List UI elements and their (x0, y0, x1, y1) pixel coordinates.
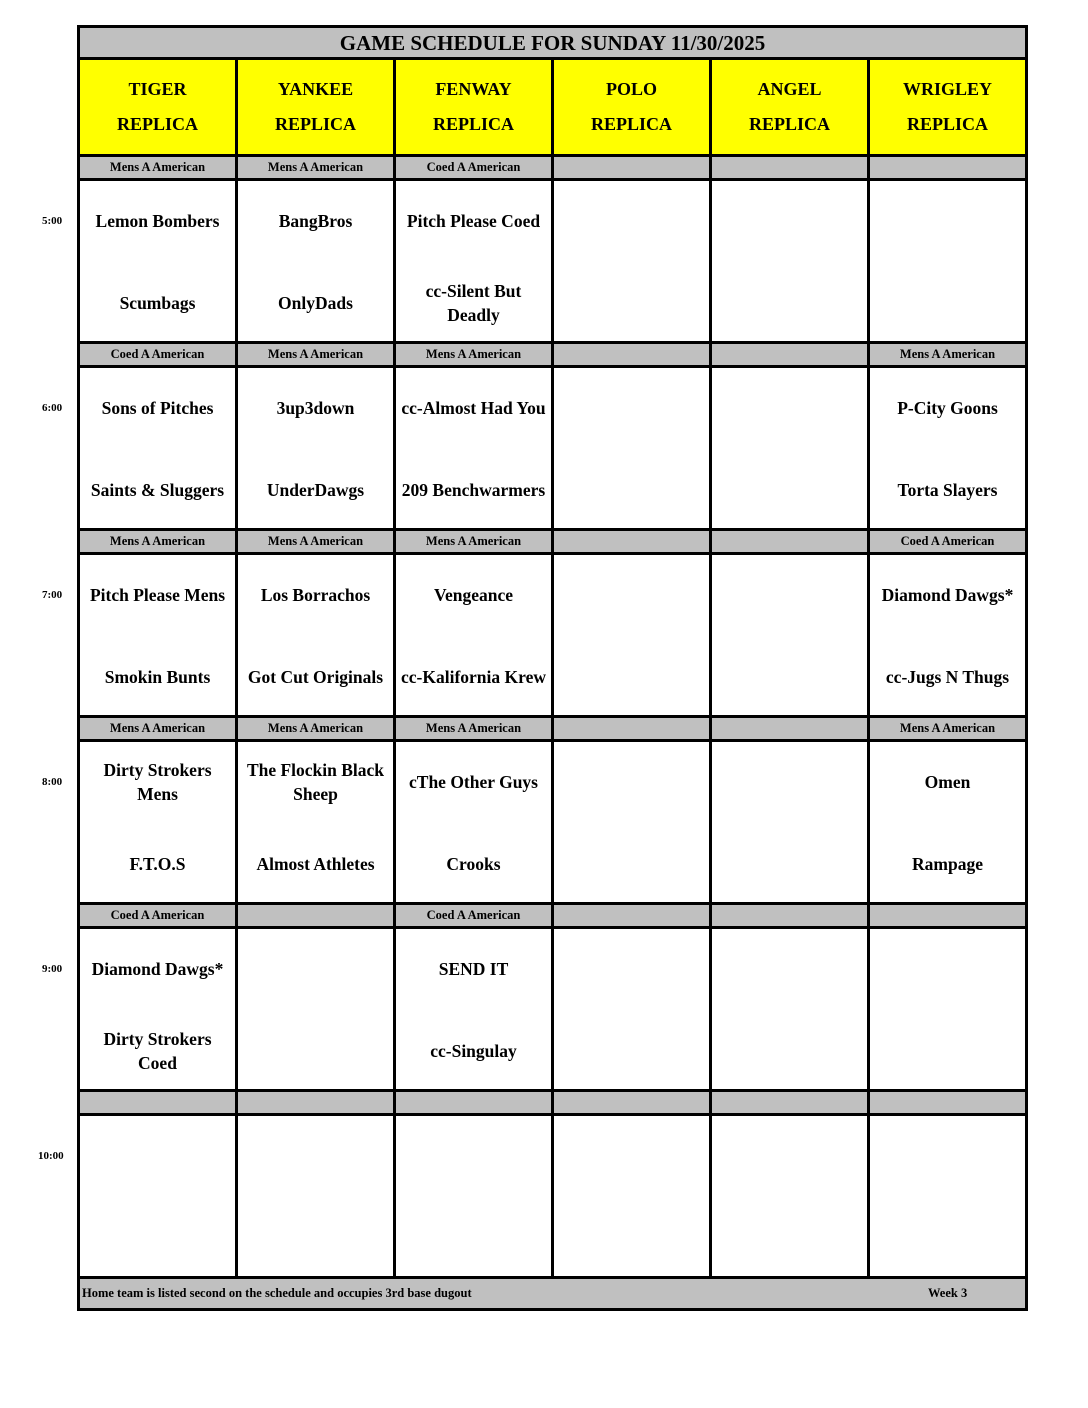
division-label: Coed A American (396, 905, 554, 926)
division-label: Mens A American (899, 347, 996, 361)
away-team: SEND IT (438, 959, 509, 979)
game-row (80, 1116, 1025, 1279)
division-label: Coed A American (80, 905, 238, 926)
game-cell (712, 742, 870, 902)
game-cell (238, 929, 396, 1089)
division-label (712, 531, 870, 552)
field-header-wrigley (870, 60, 1025, 154)
division-label (396, 1092, 554, 1113)
game-cell (80, 929, 238, 1089)
game-cell (80, 1116, 238, 1276)
away-team: Los Borrachos (260, 585, 371, 605)
game-cell (80, 368, 238, 528)
field-subtitle: REPLICA (432, 114, 514, 134)
home-team: F.T.O.S (129, 854, 186, 874)
home-team: Got Cut Originals (247, 667, 384, 687)
time-slot-block (80, 157, 1025, 344)
field-name: WRIGLEY (902, 79, 992, 99)
division-label (554, 157, 712, 178)
time-slot-block (80, 718, 1025, 905)
away-team: Diamond Dawgs* (91, 959, 224, 979)
field-subtitle: REPLICA (116, 114, 198, 134)
home-team: Scumbags (119, 293, 196, 313)
time-slot-block (80, 531, 1025, 718)
game-cell (396, 368, 554, 528)
division-row (80, 344, 1025, 368)
division-label (554, 531, 712, 552)
division-label (554, 718, 712, 739)
field-subtitle: REPLICA (590, 114, 672, 134)
game-cell (712, 929, 870, 1089)
away-team: cc-Almost Had You (401, 398, 546, 418)
game-cell (238, 742, 396, 902)
division-label (80, 1092, 238, 1113)
game-cell (870, 181, 1025, 341)
home-team: Rampage (912, 854, 983, 874)
division-label: Mens A American (238, 718, 396, 739)
game-cell (238, 555, 396, 715)
field-subtitle: REPLICA (748, 114, 830, 134)
away-team: Vengeance (433, 585, 514, 605)
game-cell (396, 181, 554, 341)
away-team: Pitch Please Coed (406, 211, 541, 231)
time-label: 8:00 (42, 776, 63, 788)
time-slot-block (80, 344, 1025, 531)
division-label (238, 1092, 396, 1113)
division-label: Mens A American (396, 531, 554, 552)
schedule-title: GAME SCHEDULE FOR SUNDAY 11/30/2025 (80, 28, 1025, 60)
away-team: Pitch Please Mens (89, 585, 226, 605)
field-header-row (80, 60, 1025, 157)
home-team: UnderDawgs (266, 480, 365, 500)
game-cell (712, 1116, 870, 1276)
division-label (554, 344, 712, 365)
home-team: Dirty Strokers Coed (103, 1029, 212, 1073)
game-cell (712, 181, 870, 341)
field-name: FENWAY (435, 79, 512, 99)
game-cell (80, 181, 238, 341)
division-row (80, 905, 1025, 929)
division-label: Mens A American (80, 718, 238, 739)
game-cell (870, 929, 1025, 1089)
division-label: Mens A American (238, 344, 396, 365)
away-team: The Flockin Black Sheep (246, 760, 385, 804)
home-team: Smokin Bunts (104, 667, 211, 687)
division-label: Mens A American (396, 718, 554, 739)
game-row (80, 368, 1025, 531)
division-label (712, 718, 870, 739)
time-label: 6:00 (42, 402, 63, 414)
away-team: cThe Other Guys (409, 772, 538, 792)
division-label (870, 1092, 1025, 1113)
division-label (870, 905, 1025, 926)
field-header-fenway (396, 60, 554, 154)
home-team: Almost Athletes (256, 854, 375, 874)
field-header-polo (554, 60, 712, 154)
time-label: 5:00 (42, 215, 63, 227)
field-header-angel (712, 60, 870, 154)
game-cell (870, 1116, 1025, 1276)
division-row (80, 718, 1025, 742)
footer-note: Home team is listed second on the schedule and occupies 3rd base dugout (82, 1286, 472, 1300)
time-label: 10:00 (38, 1150, 64, 1162)
game-row (80, 181, 1025, 344)
game-cell (396, 555, 554, 715)
field-name: YANKEE (277, 79, 354, 99)
division-label: Mens A American (899, 721, 996, 735)
away-team: Diamond Dawgs* (881, 585, 1014, 605)
field-name: TIGER (128, 79, 187, 99)
game-row (80, 555, 1025, 718)
game-cell (554, 555, 712, 715)
division-label (712, 344, 870, 365)
away-team: BangBros (278, 211, 353, 231)
game-cell (712, 368, 870, 528)
field-header-yankee (238, 60, 396, 154)
game-row (80, 929, 1025, 1092)
home-team: Crooks (446, 854, 501, 874)
field-name: ANGEL (757, 79, 822, 99)
home-team: cc-Singulay (430, 1041, 517, 1061)
game-cell (554, 181, 712, 341)
division-label (712, 1092, 870, 1113)
division-label (554, 905, 712, 926)
away-team: Lemon Bombers (95, 211, 220, 231)
schedule-table (77, 25, 1028, 1311)
home-team: cc-Silent But Deadly (425, 281, 522, 325)
time-slot-block (80, 905, 1025, 1092)
division-row (80, 1092, 1025, 1116)
game-cell (554, 742, 712, 902)
home-team: 209 Benchwarmers (401, 480, 546, 500)
footer-bar (80, 1279, 1025, 1308)
home-team: Saints & Sluggers (90, 480, 225, 500)
division-label (870, 157, 1025, 178)
game-cell (238, 181, 396, 341)
game-cell (712, 555, 870, 715)
home-team: OnlyDads (278, 293, 353, 313)
time-slot-block (80, 1092, 1025, 1279)
away-team: Omen (924, 772, 971, 792)
away-team: Dirty Strokers Mens (103, 760, 212, 804)
game-cell (396, 1116, 554, 1276)
game-cell (396, 929, 554, 1089)
home-team: Torta Slayers (897, 480, 998, 500)
field-subtitle: REPLICA (274, 114, 356, 134)
division-row (80, 531, 1025, 555)
time-label: 9:00 (42, 963, 63, 975)
away-team: P-City Goons (897, 398, 998, 418)
game-cell (238, 1116, 396, 1276)
game-cell (554, 929, 712, 1089)
field-subtitle: REPLICA (906, 114, 988, 134)
game-cell (870, 555, 1025, 715)
game-cell (554, 368, 712, 528)
game-cell (870, 368, 1025, 528)
game-cell (80, 742, 238, 902)
division-label: Coed A American (900, 534, 995, 548)
week-label: Week 3 (928, 1286, 968, 1300)
division-label (554, 1092, 712, 1113)
division-label: Coed A American (396, 157, 554, 178)
game-cell (396, 742, 554, 902)
away-team: 3up3down (276, 398, 355, 418)
division-label: Mens A American (238, 157, 396, 178)
division-label: Mens A American (396, 344, 554, 365)
division-row (80, 157, 1025, 181)
division-label (712, 905, 870, 926)
home-team: cc-Kalifornia Krew (401, 667, 546, 687)
game-cell (238, 368, 396, 528)
division-label: Mens A American (80, 157, 238, 178)
division-label (712, 157, 870, 178)
time-label: 7:00 (42, 589, 63, 601)
away-team: Sons of Pitches (101, 398, 214, 418)
division-label: Coed A American (80, 344, 238, 365)
game-row (80, 742, 1025, 905)
division-label: Mens A American (80, 531, 238, 552)
division-label (238, 905, 396, 926)
game-cell (80, 555, 238, 715)
home-team: cc-Jugs N Thugs (885, 667, 1010, 687)
field-header-tiger (80, 60, 238, 154)
game-cell (554, 1116, 712, 1276)
division-label: Mens A American (238, 531, 396, 552)
game-cell (870, 742, 1025, 902)
field-name: POLO (605, 79, 657, 99)
